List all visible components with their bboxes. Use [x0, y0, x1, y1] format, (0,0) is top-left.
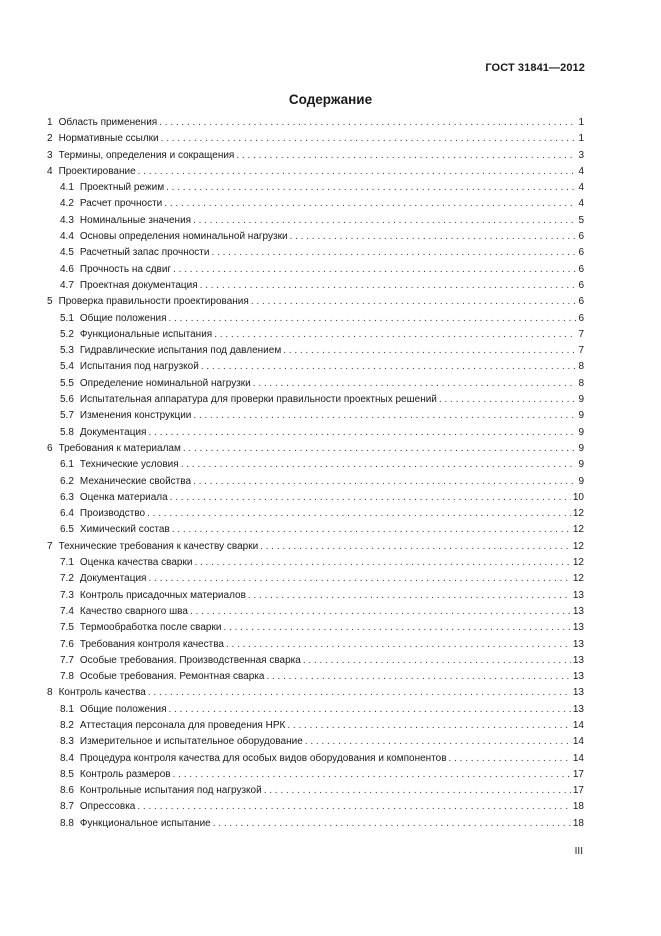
- toc-entry-page: 7: [578, 328, 584, 340]
- toc-dot-leader: [266, 669, 570, 685]
- toc-entry-title: Технические требования к качеству сварки: [58, 540, 259, 552]
- toc-entry-page: 4: [578, 182, 584, 194]
- toc-entry[interactable]: [47, 783, 584, 799]
- toc-dot-leader: [173, 767, 571, 783]
- toc-entry[interactable]: [47, 555, 584, 571]
- toc-dot-leader: [193, 474, 576, 490]
- toc-entry-number: 4.2: [60, 198, 74, 210]
- toc-entry[interactable]: [47, 131, 584, 147]
- toc-entry-page: 9: [578, 442, 584, 454]
- toc-entry[interactable]: [47, 164, 584, 180]
- toc-entry-page: 4: [578, 165, 584, 177]
- toc-entry[interactable]: [47, 539, 584, 555]
- toc-dot-leader: [264, 783, 571, 799]
- toc-entry-title: Термины, определения и сокращения: [58, 149, 235, 161]
- toc-entry-number: 8.1: [60, 703, 74, 715]
- toc-entry-title: Гидравлические испытания под давлением: [79, 345, 282, 357]
- toc-dot-leader: [172, 522, 571, 538]
- toc-entry-number: 8.8: [60, 817, 74, 829]
- toc-dot-leader: [161, 131, 577, 147]
- toc-dot-leader: [248, 588, 571, 604]
- toc-entry-title: Контроль присадочных материалов: [79, 589, 246, 601]
- toc-entry-number: 7.7: [60, 654, 74, 666]
- toc-entry-title: Испытания под нагрузкой: [79, 361, 199, 373]
- toc-entry[interactable]: [47, 702, 584, 718]
- toc-entry[interactable]: [47, 506, 584, 522]
- toc-entry[interactable]: [47, 213, 584, 229]
- toc-entry-number: 8.7: [60, 801, 74, 813]
- toc-entry-number: 7.8: [60, 671, 74, 683]
- toc-dot-leader: [236, 148, 576, 164]
- toc-entry-page: 14: [572, 719, 584, 731]
- toc-entry-title: Контрольные испытания под нагрузкой: [79, 785, 262, 797]
- toc-entry-page: 13: [572, 654, 584, 666]
- toc-entry-number: 7: [47, 540, 53, 552]
- toc-entry-page: 12: [572, 540, 584, 552]
- toc-entry-page: 6: [578, 296, 584, 308]
- toc-entry-page: 18: [572, 817, 584, 829]
- toc-entry[interactable]: [47, 376, 584, 392]
- toc-entry-number: 6.3: [60, 491, 74, 503]
- toc-dot-leader: [190, 604, 571, 620]
- toc-entry-title: Опрессовка: [79, 801, 136, 813]
- toc-entry-title: Функциональное испытание: [79, 817, 211, 829]
- toc-entry[interactable]: [47, 148, 584, 164]
- toc-dot-leader: [290, 229, 577, 245]
- toc-entry-number: 3: [47, 149, 53, 161]
- toc-dot-leader: [303, 653, 571, 669]
- toc-dot-leader: [148, 685, 571, 701]
- toc-entry-page: 6: [578, 231, 584, 243]
- toc-entry-page: 8: [578, 361, 584, 373]
- toc-dot-leader: [194, 555, 570, 571]
- toc-entry-title: Прочность на сдвиг: [79, 263, 172, 275]
- toc-entry-page: 7: [578, 345, 584, 357]
- document-code: ГОСТ 31841—2012: [485, 62, 585, 74]
- toc-entry[interactable]: [47, 294, 584, 310]
- toc-entry-title: Определение номинальной нагрузки: [79, 377, 251, 389]
- toc-entry[interactable]: [47, 425, 584, 441]
- toc-entry[interactable]: [47, 767, 584, 783]
- toc-dot-leader: [223, 620, 570, 636]
- toc-entry-title: Качество сварного шва: [79, 605, 188, 617]
- toc-entry-page: 6: [578, 263, 584, 275]
- toc-entry-page: 13: [572, 605, 584, 617]
- toc-dot-leader: [166, 180, 576, 196]
- toc-entry-title: Номинальные значения: [79, 214, 192, 226]
- toc-entry[interactable]: [47, 637, 584, 653]
- toc-entry-page: 1: [578, 117, 584, 128]
- toc-dot-leader: [159, 115, 576, 131]
- toc-entry-title: Нормативные ссылки: [58, 133, 159, 145]
- toc-entry-page: 3: [578, 149, 584, 161]
- toc-entry-title: Документация: [79, 573, 147, 585]
- toc-entry[interactable]: [47, 669, 584, 685]
- toc-entry-page: 13: [572, 687, 584, 699]
- toc-entry-title: Особые требования. Ремонтная сварка: [79, 671, 265, 683]
- toc-dot-leader: [439, 392, 577, 408]
- toc-entry[interactable]: [47, 522, 584, 538]
- toc-entry-title: Требования контроля качества: [79, 638, 224, 650]
- toc-entry-title: Расчет прочности: [79, 198, 163, 210]
- toc-entry-page: 9: [578, 475, 584, 487]
- toc-dot-leader: [211, 245, 576, 261]
- toc-entry-number: 4.4: [60, 231, 74, 243]
- toc-entry-title: Оценка качества сварки: [79, 557, 193, 569]
- toc-entry-page: 9: [578, 426, 584, 438]
- toc-entry-page: 4: [578, 198, 584, 210]
- toc-entry[interactable]: [47, 359, 584, 375]
- toc-entry-page: 13: [572, 703, 584, 715]
- toc-dot-leader: [193, 408, 576, 424]
- toc-entry-page: 13: [572, 622, 584, 634]
- toc-entry-page: 12: [572, 508, 584, 520]
- toc-entry-number: 5.3: [60, 345, 74, 357]
- toc-entry[interactable]: [47, 620, 584, 636]
- toc-entry-title: Оценка материала: [79, 491, 168, 503]
- toc-entry-number: 5: [47, 296, 53, 308]
- toc-dot-leader: [148, 425, 576, 441]
- toc-entry-page: 5: [578, 214, 584, 226]
- toc-dot-leader: [213, 816, 571, 832]
- toc-entry[interactable]: [47, 196, 584, 212]
- toc-dot-leader: [201, 359, 577, 375]
- toc-dot-leader: [173, 262, 576, 278]
- toc-entry-title: Требования к материалам: [58, 442, 181, 454]
- toc-entry-number: 6.5: [60, 524, 74, 536]
- toc-dot-leader: [147, 506, 571, 522]
- toc-entry[interactable]: [47, 604, 584, 620]
- toc-entry[interactable]: [47, 571, 584, 587]
- toc-dot-leader: [193, 213, 576, 229]
- toc-entry-page: 13: [572, 638, 584, 650]
- toc-entry-number: 6.1: [60, 459, 74, 471]
- toc-entry-number: 5.6: [60, 394, 74, 406]
- toc-entry-number: 6.2: [60, 475, 74, 487]
- toc-entry-page: 14: [572, 736, 584, 748]
- toc-entry-number: 4.6: [60, 263, 74, 275]
- toc-entry-number: 4.7: [60, 279, 74, 291]
- toc-entry-title: Общие положения: [79, 312, 167, 324]
- toc-entry-number: 7.6: [60, 638, 74, 650]
- toc-entry[interactable]: [47, 588, 584, 604]
- toc-entry-title: Измерительное и испытательное оборудование: [79, 736, 303, 748]
- toc-entry[interactable]: [47, 441, 584, 457]
- toc-dot-leader: [251, 294, 577, 310]
- toc-dot-leader: [169, 311, 577, 327]
- toc-entry-number: 7.5: [60, 622, 74, 634]
- toc-entry[interactable]: [47, 115, 584, 131]
- toc-entry-title: Механические свойства: [79, 475, 192, 487]
- toc-entry[interactable]: [47, 327, 584, 343]
- toc-entry[interactable]: [47, 457, 584, 473]
- toc-entry-page: 12: [572, 524, 584, 536]
- toc-entry-number: 7.3: [60, 589, 74, 601]
- toc-entry-title: Химический состав: [79, 524, 170, 536]
- toc-entry-number: 7.4: [60, 605, 74, 617]
- toc-entry-number: 4: [47, 165, 53, 177]
- toc-entry[interactable]: [47, 262, 584, 278]
- toc-dot-leader: [148, 571, 570, 587]
- toc-entry-title: Контроль размеров: [79, 768, 171, 780]
- toc-entry-title: Проектная документация: [79, 279, 198, 291]
- toc-entry-number: 8: [47, 687, 53, 699]
- toc-entry-title: Область применения: [58, 117, 158, 128]
- toc-entry-number: 5.5: [60, 377, 74, 389]
- table-of-contents: [47, 115, 584, 832]
- toc-entry-title: Производство: [79, 508, 146, 520]
- toc-entry-number: 5.7: [60, 410, 74, 422]
- toc-entry-number: 7.2: [60, 573, 74, 585]
- toc-entry-title: Расчетный запас прочности: [79, 247, 210, 259]
- toc-entry-number: 8.4: [60, 752, 74, 764]
- toc-entry-page: 13: [572, 589, 584, 601]
- toc-dot-leader: [449, 751, 571, 767]
- toc-entry-number: 5.2: [60, 328, 74, 340]
- toc-entry-number: 4.5: [60, 247, 74, 259]
- toc-entry-number: 4.1: [60, 182, 74, 194]
- toc-entry-page: 1: [578, 133, 584, 145]
- toc-dot-leader: [287, 718, 571, 734]
- toc-entry-title: Процедура контроля качества для особых видов оборудования и компонентов: [79, 752, 447, 764]
- toc-entry-number: 4.3: [60, 214, 74, 226]
- toc-entry-page: 9: [578, 410, 584, 422]
- toc-entry[interactable]: [47, 751, 584, 767]
- toc-entry-title: Термообработка после сварки: [79, 622, 222, 634]
- toc-entry-number: 8.6: [60, 785, 74, 797]
- toc-dot-leader: [181, 457, 577, 473]
- toc-entry[interactable]: [47, 392, 584, 408]
- toc-entry-title: Общие положения: [79, 703, 167, 715]
- toc-entry-title: Изменения конструкции: [79, 410, 192, 422]
- toc-title: Содержание: [288, 92, 373, 107]
- toc-entry-title: Аттестация персонала для проведения НРК: [79, 719, 286, 731]
- toc-entry-number: 6: [47, 442, 53, 454]
- toc-dot-leader: [260, 539, 571, 555]
- toc-dot-leader: [253, 376, 577, 392]
- toc-entry-title: Испытательная аппаратура для проверки правильности проектных решений: [79, 394, 437, 406]
- toc-dot-leader: [137, 799, 571, 815]
- toc-entry-page: 18: [572, 801, 584, 813]
- toc-dot-leader: [169, 702, 571, 718]
- toc-entry-title: Функциональные испытания: [79, 328, 213, 340]
- toc-entry-page: 9: [578, 394, 584, 406]
- toc-dot-leader: [305, 734, 571, 750]
- toc-entry-number: 8.3: [60, 736, 74, 748]
- toc-entry[interactable]: [47, 816, 584, 832]
- toc-entry[interactable]: [47, 734, 584, 750]
- toc-dot-leader: [200, 278, 577, 294]
- toc-entry-title: Проектирование: [58, 165, 136, 177]
- toc-entry-page: 8: [578, 377, 584, 389]
- toc-entry[interactable]: [47, 685, 584, 701]
- toc-entry[interactable]: [47, 311, 584, 327]
- toc-entry-page: 17: [572, 785, 584, 797]
- toc-entry[interactable]: [47, 408, 584, 424]
- toc-entry-page: 12: [572, 573, 584, 585]
- toc-entry-page: 13: [572, 671, 584, 683]
- toc-entry-title: Технические условия: [79, 459, 179, 471]
- toc-entry[interactable]: [47, 653, 584, 669]
- page-number: III: [574, 846, 583, 857]
- toc-entry-title: Проектный режим: [79, 182, 165, 194]
- toc-entry[interactable]: [47, 180, 584, 196]
- toc-entry-title: Основы определения номинальной нагрузки: [79, 231, 288, 243]
- toc-entry[interactable]: [47, 245, 584, 261]
- toc-entry-page: 6: [578, 247, 584, 259]
- toc-entry[interactable]: [47, 278, 584, 294]
- toc-entry[interactable]: [47, 490, 584, 506]
- toc-entry[interactable]: [47, 229, 584, 245]
- toc-entry-title: Проверка правильности проектирования: [58, 296, 249, 308]
- toc-entry-number: 5.1: [60, 312, 74, 324]
- toc-entry-number: 5.4: [60, 361, 74, 373]
- toc-entry-page: 17: [572, 768, 584, 780]
- toc-entry-number: 8.5: [60, 768, 74, 780]
- toc-entry-page: 10: [572, 491, 584, 503]
- toc-dot-leader: [183, 441, 577, 457]
- toc-dot-leader: [226, 637, 571, 653]
- toc-dot-leader: [170, 490, 571, 506]
- toc-entry-title: Документация: [79, 426, 147, 438]
- toc-entry-number: 5.8: [60, 426, 74, 438]
- toc-entry-title: Контроль качества: [58, 687, 146, 699]
- toc-entry-number: 8.2: [60, 719, 74, 731]
- toc-entry[interactable]: [47, 343, 584, 359]
- toc-entry-page: 6: [578, 279, 584, 291]
- toc-entry-number: 7.1: [60, 557, 74, 569]
- toc-entry-page: 6: [578, 312, 584, 324]
- toc-entry[interactable]: [47, 474, 584, 490]
- toc-entry-page: 12: [572, 557, 584, 569]
- toc-entry-page: 9: [578, 459, 584, 471]
- toc-entry-number: 1: [47, 117, 53, 128]
- toc-entry-number: 6.4: [60, 508, 74, 520]
- toc-entry-title: Особые требования. Производственная сварка: [79, 654, 301, 666]
- toc-entry[interactable]: [47, 799, 584, 815]
- toc-dot-leader: [164, 196, 576, 212]
- toc-dot-leader: [138, 164, 577, 180]
- toc-entry-number: 2: [47, 133, 53, 145]
- toc-dot-leader: [283, 343, 576, 359]
- toc-dot-leader: [214, 327, 576, 343]
- toc-entry-page: 14: [572, 752, 584, 764]
- toc-entry[interactable]: [47, 718, 584, 734]
